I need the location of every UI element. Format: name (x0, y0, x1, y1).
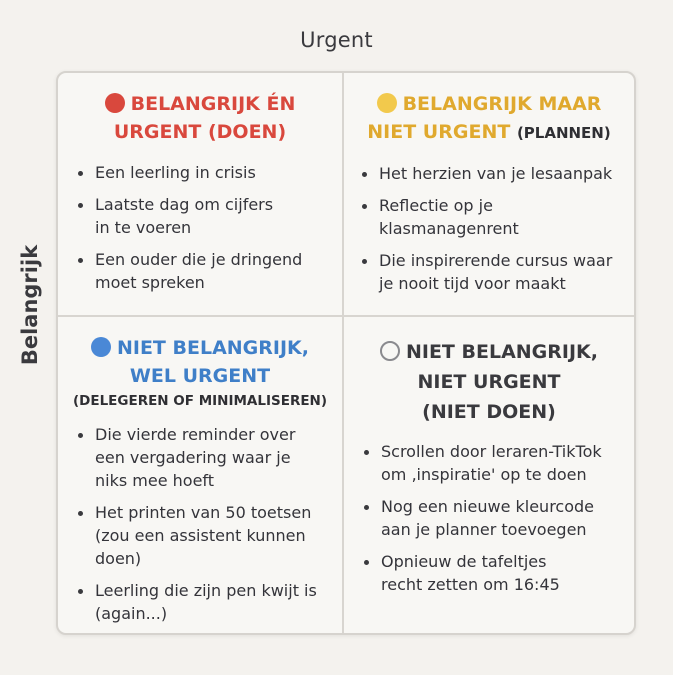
quadrant-title: BELANGRIJK MAAR NIET URGENT (PLANNEN) (367, 93, 611, 143)
quadrant-title: NIET BELANGRIJK, WEL URGENT (58, 334, 342, 390)
quadrant-not-important-not-urgent (344, 317, 634, 634)
axis-label-urgent: Urgent (300, 28, 373, 52)
list-item: Nog een nieuwe kleurcode aan je planner toevoegen (362, 495, 621, 541)
quadrant-title: BELANGRIJK ÉN URGENT (DOEN) (58, 90, 342, 146)
quadrant-important-not-urgent (344, 73, 634, 317)
list-item: Scrollen door leraren-TikTok om ‚inspiratie' op te doen (362, 440, 631, 486)
quadrant-list (344, 440, 634, 596)
list-item: Reflectie op je klasmanagenrent (360, 194, 549, 240)
quadrant-list (58, 161, 342, 294)
quadrant-list (344, 162, 634, 295)
red-dot-icon (105, 93, 125, 113)
list-item: Die vierde reminder over een vergadering waar je niks mee hoeft (76, 423, 317, 492)
quadrant-important-urgent (58, 73, 344, 317)
quadrant-not-important-urgent (58, 317, 344, 634)
list-item: Een ouder die je dringend moet spreken (76, 248, 321, 294)
list-item: Opnieuw de tafeltjes recht zetten om 16:45 (362, 550, 581, 596)
blue-dot-icon (91, 337, 111, 357)
empty-circle-icon (380, 341, 400, 361)
yellow-dot-icon (377, 93, 397, 113)
quadrant-list (58, 423, 342, 625)
list-item: Laatste dag om cijfers in te voeren (76, 193, 285, 239)
quadrant-subtitle: (DELEGEREN OF MINIMALISEREN) (72, 393, 328, 409)
list-item: Een leerling in crisis (76, 161, 291, 184)
axis-label-belangrijk: Belangrijk (18, 244, 42, 366)
list-item: Het herzien van je lesaanpak (360, 162, 633, 185)
list-item: Het printen van 50 toetsen (zou een assistent kunnen doen) (76, 501, 331, 570)
list-item: Leerling die zijn pen kwijt is (again...) (76, 579, 339, 625)
eisenhower-matrix (56, 71, 636, 635)
quadrant-title: NIET BELANGRIJK, NIET URGENT (NIET DOEN) (344, 337, 634, 427)
list-item: Die inspirerende cursus waar je nooit tijd voor maakt (360, 249, 629, 295)
